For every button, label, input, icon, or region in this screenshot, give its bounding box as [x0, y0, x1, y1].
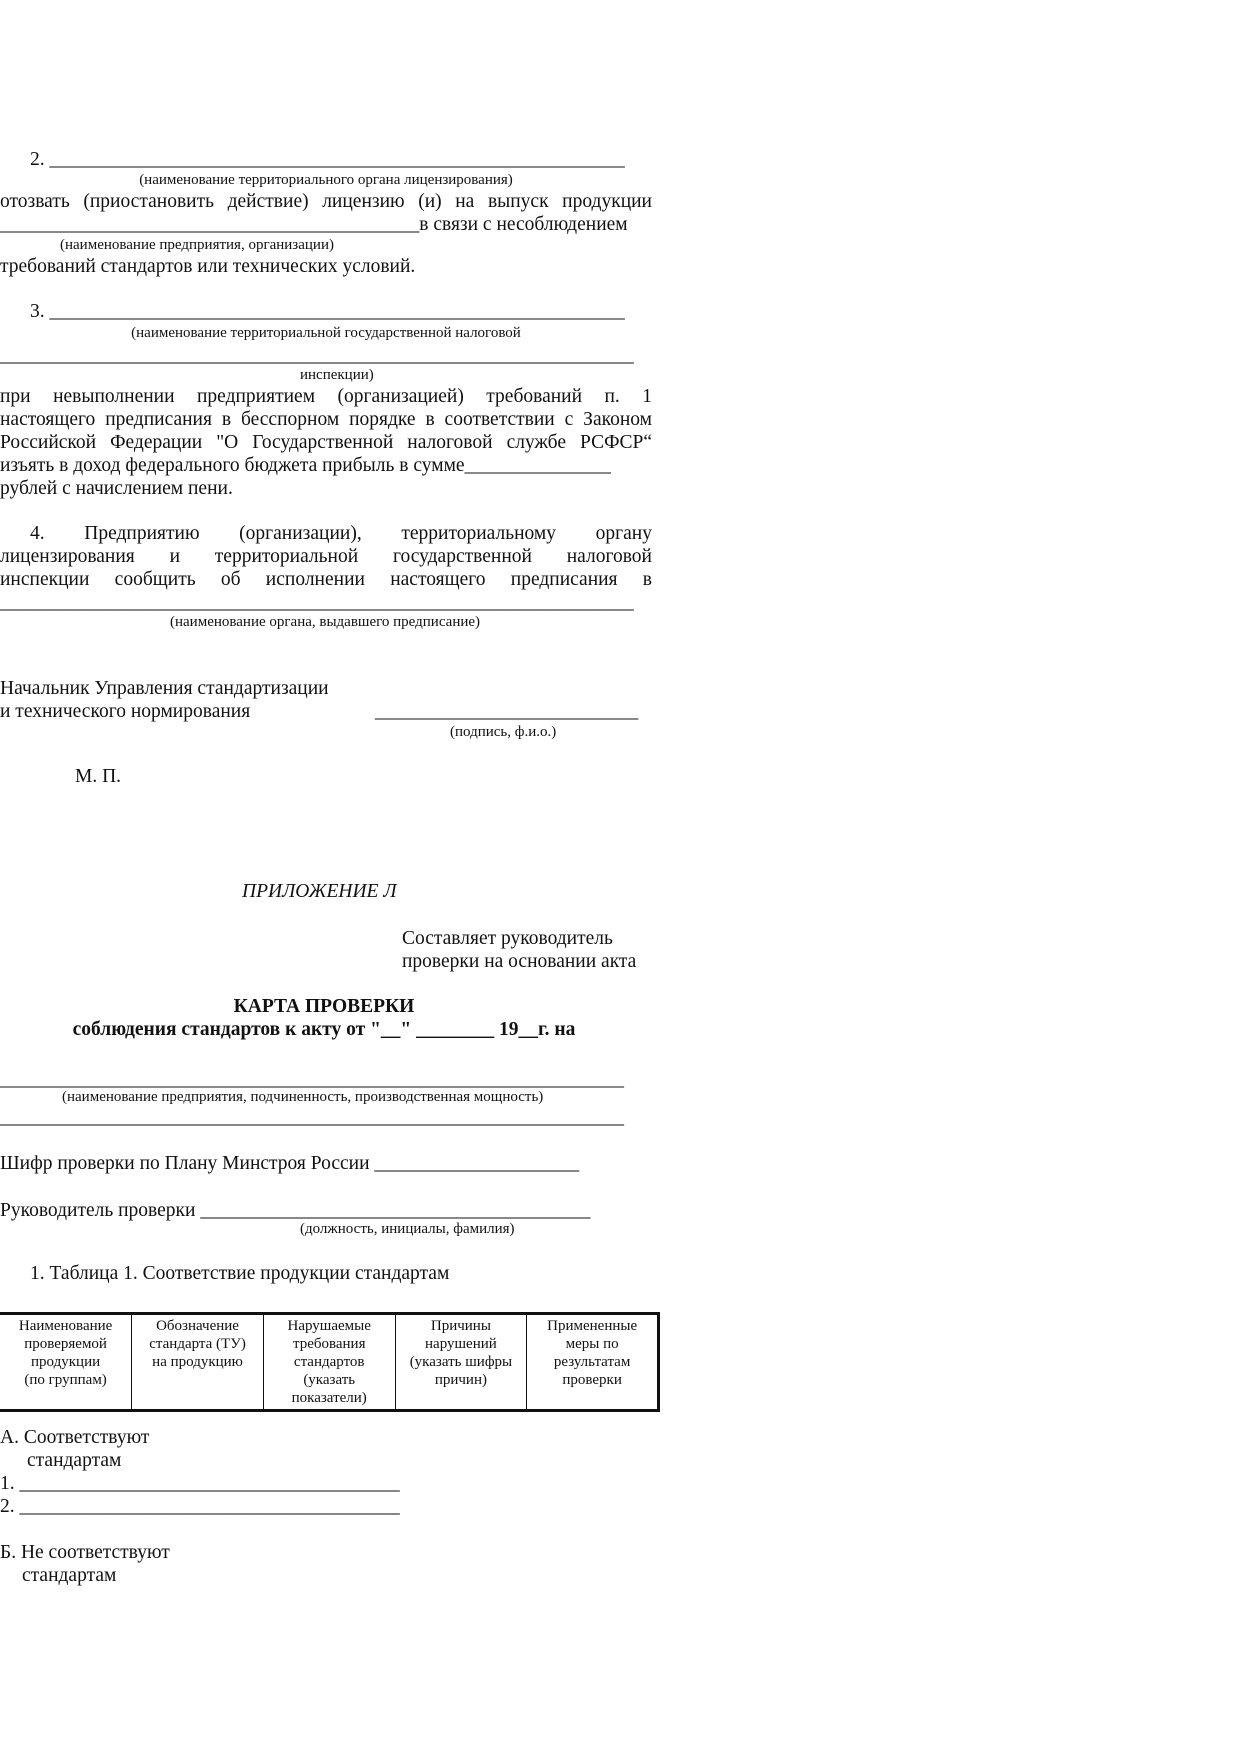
section-3-caption: (наименование территориальной государственной налоговой — [131, 325, 521, 341]
section-3-line-2: _________________________________________________________________ — [0, 345, 634, 366]
header-applied-measures: Примененные меры по результатам проверки — [527, 1314, 659, 1411]
enterprise-line: ________________________________________________________________ — [0, 1069, 624, 1090]
header-violated-requirements: Нарушаемые требования стандартов (указать показатели) — [263, 1314, 395, 1411]
appendix-note-2: проверки на основании акта — [402, 951, 637, 972]
header-standard-designation: Обозначение стандарта (ТУ) на продукцию — [132, 1314, 264, 1411]
leader-caption: (должность, инициалы, фамилия) — [300, 1221, 515, 1237]
group-a-item-1: 1. _______________________________________ — [0, 1473, 400, 1494]
section-4-line: _________________________________________________________________ — [0, 592, 634, 613]
header-violation-reasons: Причины нарушений (указать шифры причин) — [395, 1314, 527, 1411]
section-4-text-3: инспекции сообщить об исполнении настоящего предписания в — [0, 569, 652, 590]
section-3-text-4: изъять в доход федерального бюджета прибыль в сумме_______________ — [0, 455, 611, 476]
section-3-text-2: настоящего предписания в бесспорном порядке в соответствии с Законом — [0, 409, 652, 430]
section-3-line: 3. ___________________________________________________________ — [30, 301, 625, 322]
section-2-caption: (наименование территориального органа лицензирования) — [139, 172, 513, 188]
section-2-text-1: отозвать (приостановить действие) лицензию (и) на выпуск продукции — [0, 191, 652, 212]
card-heading-2: соблюдения стандартов к акту от "__" ________ 19__г. на — [72, 1019, 576, 1040]
group-b-label-2: стандартам — [22, 1565, 117, 1586]
section-2-caption-2: (наименование предприятия, организации) — [60, 237, 334, 253]
cipher-line: Шифр проверки по Плану Минстроя России _____________________ — [0, 1153, 580, 1174]
signature-title-1: Начальник Управления стандартизации — [0, 678, 329, 699]
table-title: 1. Таблица 1. Соответствие продукции стандартам — [30, 1263, 450, 1284]
stamp-placeholder: М. П. — [75, 766, 122, 787]
enterprise-caption: (наименование предприятия, подчиненность, производственная мощность) — [62, 1089, 544, 1105]
enterprise-line-2: ________________________________________________________________ — [0, 1107, 624, 1128]
leader-line: Руководитель проверки ________________________________________ — [0, 1200, 591, 1221]
group-a-item-2: 2. _______________________________________ — [0, 1496, 400, 1517]
section-3-text-5: рублей с начислением пени. — [0, 478, 233, 499]
appendix-title: ПРИЛОЖЕНИЕ Л — [242, 881, 397, 902]
group-b-label: Б. Не соответствуют — [0, 1542, 170, 1563]
section-2-line: 2. ___________________________________________________________ — [30, 149, 625, 170]
section-3-text-1: при невыполнении предприятием (организацией) требований п. 1 — [0, 386, 652, 407]
section-4-text-2: лицензирования и территориальной государственной налоговой — [0, 546, 652, 567]
section-4-caption: (наименование органа, выдавшего предписание) — [170, 614, 481, 630]
section-2-text-3: требований стандартов или технических условий. — [0, 256, 416, 277]
header-product-name: Наименование проверяемой продукции (по группам) — [0, 1314, 132, 1411]
signature-caption: (подпись, ф.и.о.) — [450, 724, 557, 740]
section-3-caption-2: инспекции) — [300, 367, 374, 383]
section-3-text-3: Российской Федерации "О Государственной налоговой службе РСФСР“ — [0, 432, 652, 453]
group-a-label-2: стандартам — [27, 1450, 122, 1471]
card-heading-1: КАРТА ПРОВЕРКИ — [233, 996, 415, 1017]
compliance-table — [0, 1312, 660, 1412]
signature-title-2: и технического нормирования — [0, 701, 251, 722]
appendix-note-1: Составляет руководитель — [402, 928, 613, 949]
signature-line: ___________________________ — [375, 701, 639, 722]
section-4-text-1: 4. Предприятию (организации), территориальному органу — [30, 523, 652, 544]
group-a-label: А. Соответствуют — [0, 1427, 150, 1448]
table-header-row — [0, 1314, 659, 1411]
section-2-text-2: ___________________________________________в связи с несоблюдением — [0, 214, 628, 235]
